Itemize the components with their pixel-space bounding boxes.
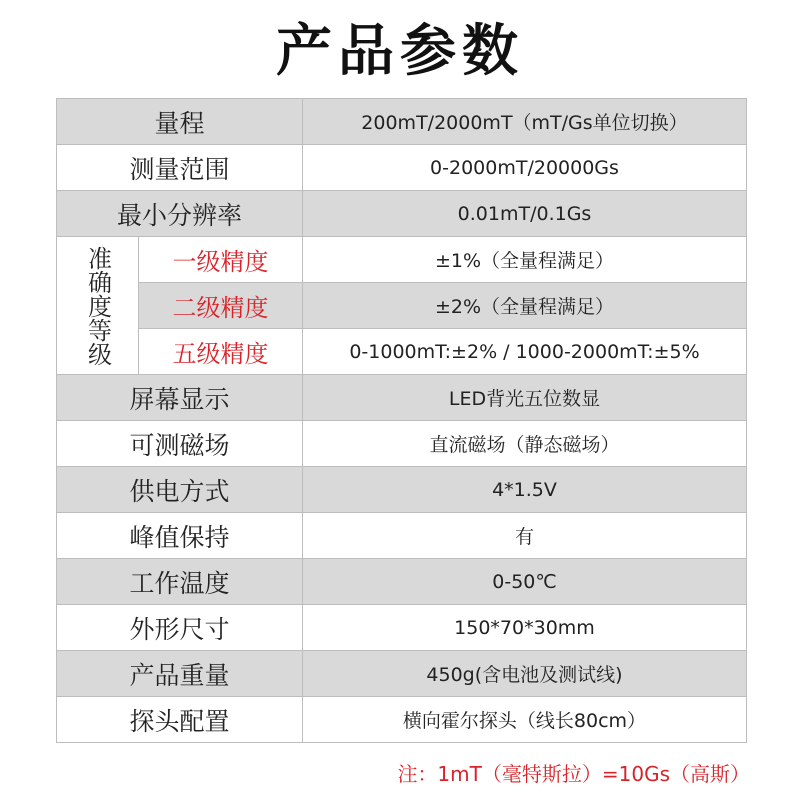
spec-value: 4*1.5V xyxy=(303,467,747,513)
spec-label: 工作温度 xyxy=(57,559,303,605)
spec-row xyxy=(57,513,747,559)
spec-table xyxy=(56,98,747,743)
accuracy-group-label: 准确度等级 xyxy=(83,245,112,366)
spec-row xyxy=(57,99,747,145)
spec-label: 二级精度 xyxy=(139,283,303,329)
unit-footnote: 注：1mT（毫特斯拉）=10Gs（高斯） xyxy=(397,762,750,786)
spec-value: 直流磁场（静态磁场） xyxy=(303,421,747,467)
spec-row xyxy=(57,145,747,191)
spec-label: 供电方式 xyxy=(57,467,303,513)
spec-value: LED背光五位数显 xyxy=(303,375,747,421)
accuracy-group xyxy=(57,237,747,375)
spec-label: 峰值保持 xyxy=(57,513,303,559)
spec-value: 0-1000mT:±2% / 1000-2000mT:±5% xyxy=(303,329,747,375)
spec-row xyxy=(57,651,747,697)
spec-row xyxy=(57,375,747,421)
spec-value: 450g(含电池及测试线) xyxy=(303,651,747,697)
spec-label: 探头配置 xyxy=(57,697,303,743)
accuracy-rows xyxy=(139,237,747,375)
spec-label: 测量范围 xyxy=(57,145,303,191)
spec-value: 有 xyxy=(303,513,747,559)
spec-row xyxy=(57,605,747,651)
page-title: 产品参数 xyxy=(276,19,524,84)
spec-row xyxy=(57,421,747,467)
spec-rows-bottom xyxy=(57,375,747,743)
spec-label: 五级精度 xyxy=(139,329,303,375)
spec-label: 外形尺寸 xyxy=(57,605,303,651)
spec-row xyxy=(57,559,747,605)
spec-label: 可测磁场 xyxy=(57,421,303,467)
spec-label: 屏幕显示 xyxy=(57,375,303,421)
spec-value: 200mT/2000mT（mT/Gs单位切换） xyxy=(303,99,747,145)
spec-row xyxy=(57,697,747,743)
spec-value: 0-50℃ xyxy=(303,559,747,605)
spec-value: 150*70*30mm xyxy=(303,605,747,651)
spec-label: 一级精度 xyxy=(139,237,303,283)
spec-value: 0.01mT/0.1Gs xyxy=(303,191,747,237)
spec-rows-top xyxy=(57,99,747,237)
spec-value: ±1%（全量程满足） xyxy=(303,237,747,283)
spec-row xyxy=(139,283,747,329)
spec-row xyxy=(57,467,747,513)
accuracy-group-label-cell xyxy=(57,237,139,375)
spec-value: 横向霍尔探头（线长80cm） xyxy=(303,697,747,743)
spec-value: 0-2000mT/20000Gs xyxy=(303,145,747,191)
spec-label: 最小分辨率 xyxy=(57,191,303,237)
spec-row xyxy=(139,329,747,375)
spec-row xyxy=(139,237,747,283)
spec-label: 产品重量 xyxy=(57,651,303,697)
spec-row xyxy=(57,191,747,237)
spec-label: 量程 xyxy=(57,99,303,145)
spec-value: ±2%（全量程满足） xyxy=(303,283,747,329)
